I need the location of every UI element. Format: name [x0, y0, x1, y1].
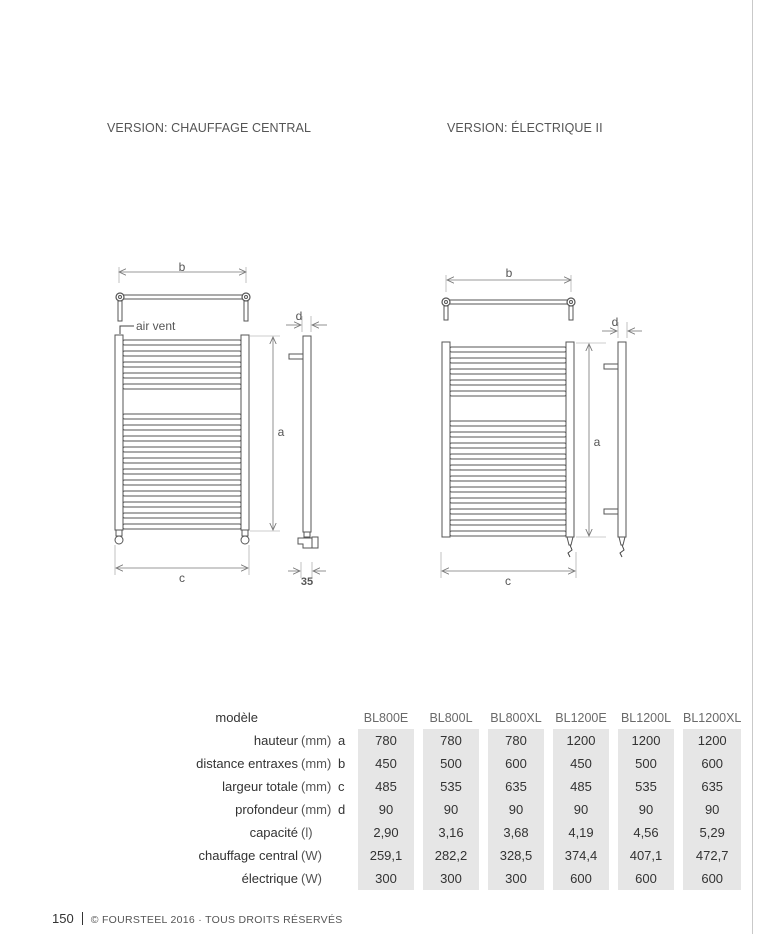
- column-gap: [544, 729, 553, 752]
- table-row: [150, 729, 741, 752]
- model-header: BL1200E: [555, 710, 607, 725]
- dim-a-label-right: a: [593, 435, 601, 449]
- page-footer: [52, 911, 343, 926]
- dim-c-label-right: c: [505, 574, 511, 588]
- table-cell: 5,29: [683, 821, 741, 844]
- table-cell: 90: [618, 798, 674, 821]
- column-gap: [479, 798, 488, 821]
- table-cell: 90: [423, 798, 479, 821]
- table-cell: 600: [488, 752, 544, 775]
- table-header-row: [150, 706, 741, 729]
- column-gap: [479, 775, 488, 798]
- table-cell: 259,1: [358, 844, 414, 867]
- air-vent-label: air vent: [136, 319, 176, 333]
- row-unit: (W): [301, 848, 322, 863]
- column-gap: [544, 798, 553, 821]
- column-gap: [674, 821, 683, 844]
- row-unit: (mm): [301, 802, 332, 817]
- table-cell: 635: [488, 775, 544, 798]
- column-gap: [414, 775, 423, 798]
- header-model-label: modèle: [215, 710, 258, 725]
- column-gap: [544, 752, 553, 775]
- column-gap: [479, 867, 488, 890]
- row-label: capacité: [249, 825, 298, 840]
- column-gap: [674, 752, 683, 775]
- model-header: BL800E: [363, 710, 409, 725]
- model-header: BL1200XL: [683, 710, 742, 725]
- table-row: [150, 867, 741, 890]
- table-cell: 535: [618, 775, 674, 798]
- table-cell: 90: [358, 798, 414, 821]
- table-cell: 1200: [683, 729, 741, 752]
- table-cell: 780: [423, 729, 479, 752]
- column-gap: [479, 821, 488, 844]
- table-cell: 374,4: [553, 844, 609, 867]
- row-label: largeur totale: [222, 779, 298, 794]
- row-label: profondeur: [235, 802, 298, 817]
- table-cell: 500: [618, 752, 674, 775]
- table-cell: 407,1: [618, 844, 674, 867]
- column-gap: [609, 798, 618, 821]
- table-row: [150, 798, 741, 821]
- model-header: BL800L: [429, 710, 473, 725]
- column-gap: [479, 844, 488, 867]
- column-gap: [609, 867, 618, 890]
- row-label: chauffage central: [198, 848, 298, 863]
- table-cell: 600: [683, 867, 741, 890]
- table-cell: 450: [553, 752, 609, 775]
- column-gap: [414, 752, 423, 775]
- dim-d-label-right: d: [611, 315, 619, 329]
- spec-table: [150, 706, 741, 890]
- row-unit: (W): [301, 871, 322, 886]
- model-header: BL800XL: [490, 710, 542, 725]
- column-gap: [414, 729, 423, 752]
- copyright-text: © FOURSTEEL 2016 · TOUS DROITS RÉSERVÉS: [90, 914, 343, 926]
- table-cell: 4,56: [618, 821, 674, 844]
- table-cell: 535: [423, 775, 479, 798]
- row-letter: d: [338, 802, 346, 817]
- table-cell: 500: [423, 752, 479, 775]
- table-cell: 90: [683, 798, 741, 821]
- column-gap: [414, 798, 423, 821]
- table-row: [150, 752, 741, 775]
- version-central-heading: VERSION: CHAUFFAGE CENTRAL: [107, 121, 312, 135]
- table-cell: 90: [553, 798, 609, 821]
- column-gap: [674, 729, 683, 752]
- table-cell: 328,5: [488, 844, 544, 867]
- dim-c-label-left: c: [179, 571, 185, 585]
- column-gap: [414, 867, 423, 890]
- table-cell: 3,16: [423, 821, 479, 844]
- table-row: [150, 844, 741, 867]
- table-cell: 1200: [618, 729, 674, 752]
- table-row: [150, 775, 741, 798]
- version-electric-heading: VERSION: ÉLECTRIQUE II: [447, 121, 603, 135]
- column-gap: [609, 844, 618, 867]
- row-label: distance entraxes: [196, 756, 298, 771]
- row-letter: a: [338, 733, 346, 748]
- dim-b-label-right: b: [505, 266, 513, 280]
- table-cell: 472,7: [683, 844, 741, 867]
- table-cell: 300: [488, 867, 544, 890]
- table-cell: 485: [553, 775, 609, 798]
- column-gap: [479, 729, 488, 752]
- row-letter: [335, 867, 358, 890]
- row-label: hauteur: [253, 733, 298, 748]
- table-cell: 300: [358, 867, 414, 890]
- table-cell: 600: [683, 752, 741, 775]
- table-cell: 780: [358, 729, 414, 752]
- table-cell: 780: [488, 729, 544, 752]
- table-cell: 635: [683, 775, 741, 798]
- column-gap: [609, 821, 618, 844]
- column-gap: [609, 775, 618, 798]
- row-letter: [335, 821, 358, 844]
- table-cell: 2,90: [358, 821, 414, 844]
- model-header: BL1200L: [620, 710, 672, 725]
- column-gap: [544, 821, 553, 844]
- row-label: électrique: [241, 871, 298, 886]
- column-gap: [414, 821, 423, 844]
- dim-a-label-left: a: [277, 425, 285, 439]
- dim-b-label-left: b: [178, 260, 186, 274]
- row-unit: (l): [301, 825, 313, 840]
- row-unit: (mm): [301, 779, 332, 794]
- column-gap: [674, 775, 683, 798]
- table-cell: 90: [488, 798, 544, 821]
- row-unit: (mm): [301, 733, 332, 748]
- column-gap: [414, 844, 423, 867]
- row-letter: [335, 844, 358, 867]
- row-letter: b: [338, 756, 346, 771]
- row-letter: c: [338, 779, 345, 794]
- column-gap: [544, 867, 553, 890]
- column-gap: [609, 729, 618, 752]
- table-row: [150, 821, 741, 844]
- column-gap: [674, 867, 683, 890]
- table-cell: 282,2: [423, 844, 479, 867]
- column-gap: [544, 775, 553, 798]
- footer-separator: [82, 912, 83, 925]
- column-gap: [479, 752, 488, 775]
- table-cell: 600: [618, 867, 674, 890]
- column-gap: [544, 844, 553, 867]
- dim-d-label-left: d: [295, 309, 303, 323]
- column-gap: [609, 752, 618, 775]
- table-cell: 3,68: [488, 821, 544, 844]
- dim-35-label: 35: [300, 576, 314, 588]
- column-gap: [674, 844, 683, 867]
- table-cell: 485: [358, 775, 414, 798]
- row-unit: (mm): [301, 756, 332, 771]
- table-cell: 450: [358, 752, 414, 775]
- table-cell: 1200: [553, 729, 609, 752]
- table-cell: 4,19: [553, 821, 609, 844]
- page-number: 150: [52, 911, 74, 926]
- table-cell: 300: [423, 867, 479, 890]
- column-gap: [674, 798, 683, 821]
- table-cell: 600: [553, 867, 609, 890]
